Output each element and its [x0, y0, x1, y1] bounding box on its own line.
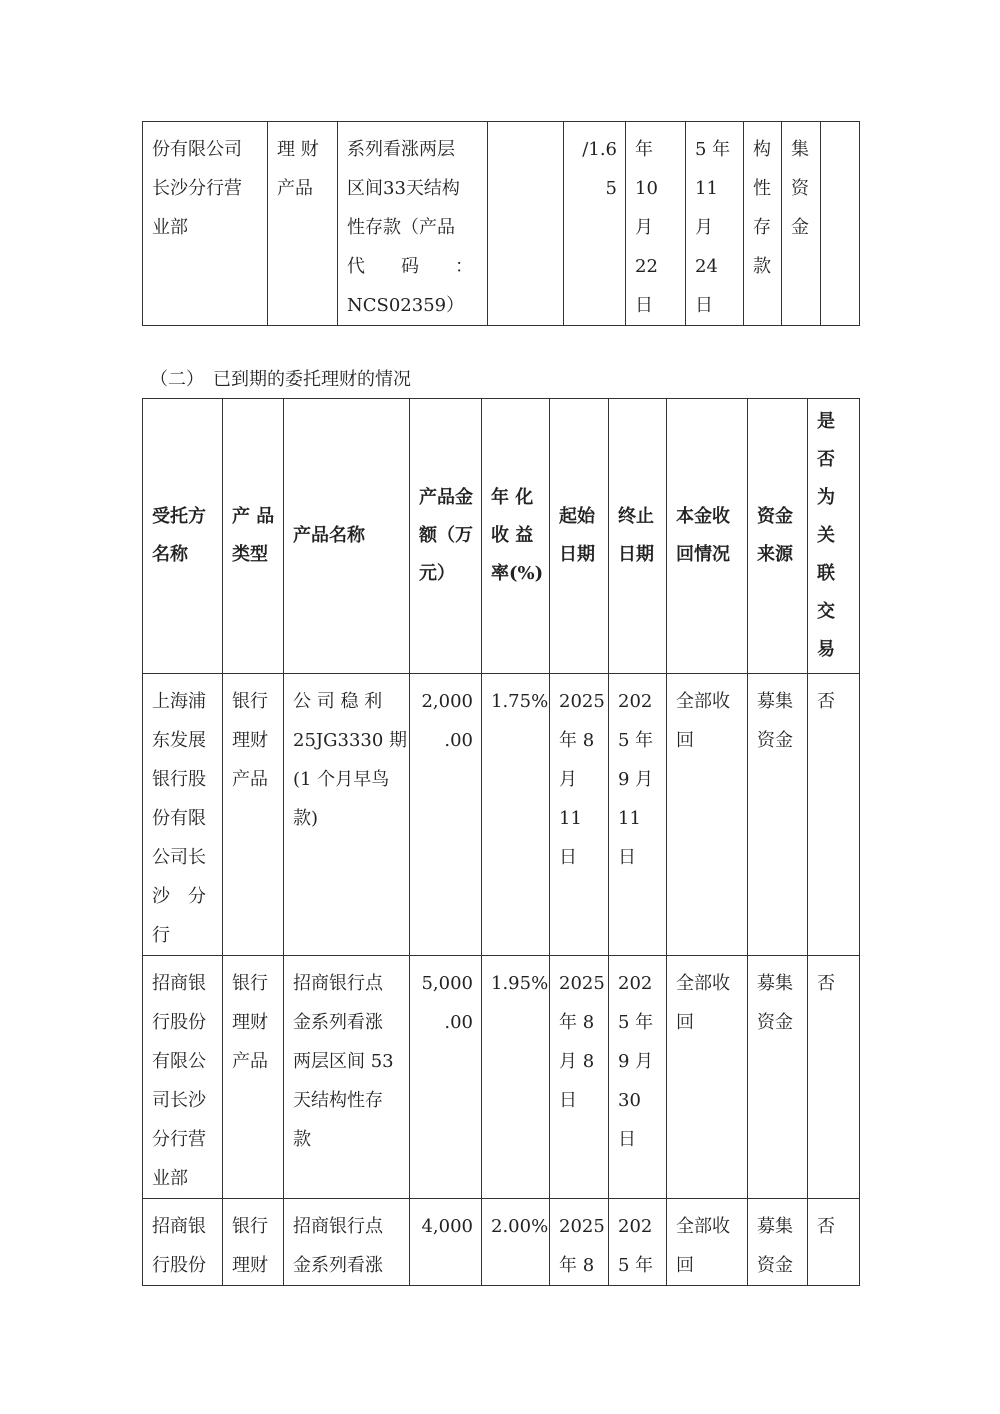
- cell-line: 5,000: [421, 973, 473, 994]
- kind-cell: [744, 122, 782, 326]
- cell-line: 否: [817, 1216, 835, 1237]
- ongoing-wealth-table: [142, 121, 860, 326]
- cell-line: 回: [676, 730, 694, 751]
- cell-line: 份有限: [152, 808, 206, 829]
- header-trustee: [143, 399, 223, 674]
- cell-line: 1.75%: [491, 691, 549, 712]
- cell-line: 来源: [757, 544, 793, 565]
- rate-cell: [482, 956, 550, 1199]
- cell-line: 金系列看涨: [293, 1012, 383, 1033]
- recovery-cell: [667, 1199, 748, 1286]
- source-cell: [748, 956, 808, 1199]
- cell-line: 5: [605, 178, 617, 199]
- cell-line: 日: [635, 295, 653, 316]
- cell-line: 金系列看涨: [293, 1255, 383, 1276]
- cell-line: 司长沙: [152, 1090, 206, 1111]
- cell-line: 资: [791, 178, 809, 199]
- cell-line: 日: [618, 1129, 636, 1150]
- cell-line: 日期: [559, 544, 595, 565]
- cell-line: 元）: [419, 563, 455, 584]
- product-name-cell: [338, 122, 488, 326]
- header-product-name: [284, 399, 410, 674]
- cell-line: 202: [618, 691, 653, 712]
- cell-line: 招商银行点: [293, 1216, 383, 1237]
- cell-line: 为: [817, 487, 835, 508]
- cell-line: 易: [817, 639, 835, 660]
- cell-line: 日: [618, 847, 636, 868]
- cell-line: 5 年: [618, 1012, 654, 1033]
- start-date-cell: [550, 1199, 609, 1286]
- cell-line: 行股份: [152, 1255, 206, 1276]
- rate-cell: [482, 674, 550, 956]
- cell-line: 202: [618, 1216, 653, 1237]
- cell-line: 年: [635, 139, 653, 160]
- cell-line: 产品金: [419, 487, 473, 508]
- cell-line: 份有限公司: [152, 139, 242, 160]
- table-row: [143, 674, 860, 956]
- amount-cell: [410, 1199, 482, 1286]
- cell-line: .00: [444, 730, 473, 751]
- cell-line: 月: [559, 769, 577, 790]
- cell-line: 年 8: [559, 1255, 595, 1276]
- cell-line: 日: [559, 847, 577, 868]
- cell-line: 2.00%: [491, 1216, 549, 1237]
- related-cell: [808, 674, 860, 956]
- cell-line: 关: [817, 525, 835, 546]
- cell-line: 资金: [757, 1012, 793, 1033]
- cell-line: 分行营: [152, 1129, 206, 1150]
- product-name-cell: [284, 956, 410, 1199]
- cell-line: 年 8: [559, 1012, 595, 1033]
- related-cell: [808, 1199, 860, 1286]
- cell-line: 日: [559, 1090, 577, 1111]
- cell-line: 名称: [152, 544, 188, 565]
- source-cell: [782, 122, 821, 326]
- cell-line: 月: [695, 217, 713, 238]
- cell-line: 22: [635, 256, 658, 277]
- recovery-cell: [667, 674, 748, 956]
- cell-line: NCS02359）: [347, 295, 465, 316]
- cell-line: 4,000: [421, 1216, 473, 1237]
- cell-line: 资金: [757, 730, 793, 751]
- cell-line: 收 益: [491, 525, 534, 546]
- cell-line: 理财: [232, 1012, 268, 1033]
- cell-line: 招商银行点: [293, 973, 383, 994]
- cell-line: 全部收: [676, 973, 730, 994]
- end-date-cell: [686, 122, 744, 326]
- cell-line: 性: [753, 178, 771, 199]
- cell-line: 年 化: [491, 487, 534, 508]
- section-title: （二） 已到期的委托理财的情况: [150, 369, 411, 390]
- cell-line: 5 年: [618, 1255, 654, 1276]
- cell-line: 交: [817, 601, 835, 622]
- cell-line: 额（万: [419, 525, 473, 546]
- trustee-cell: [143, 956, 223, 1199]
- header-related: [808, 399, 860, 674]
- cell-line: 全部收: [676, 1216, 730, 1237]
- cell-line: 款): [293, 808, 319, 829]
- cell-line: 否: [817, 691, 835, 712]
- cell-line: 2025: [559, 973, 605, 994]
- trustee-cell: [143, 122, 268, 326]
- cell-line: 11: [618, 808, 641, 829]
- cell-line: .00: [444, 1012, 473, 1033]
- cell-line: 业部: [152, 1168, 188, 1189]
- source-cell: [748, 674, 808, 956]
- table-row: [143, 956, 860, 1199]
- cell-line: 存: [753, 217, 771, 238]
- cell-line: 回情况: [676, 544, 730, 565]
- cell-line: 款: [753, 256, 771, 277]
- header-end-date: [609, 399, 667, 674]
- cell-line: 10: [635, 178, 658, 199]
- cell-line: 回: [676, 1255, 694, 1276]
- header-source: [748, 399, 808, 674]
- cell-line: 有限公: [152, 1051, 206, 1072]
- cell-line: 公司长: [152, 847, 206, 868]
- cell-line: 性存款（产品: [347, 217, 455, 238]
- cell-line: 年 8: [559, 730, 595, 751]
- cell-line: 日: [695, 295, 713, 316]
- cell-line: 金: [791, 217, 809, 238]
- cell-line: 业部: [152, 217, 188, 238]
- cell-line: 区间33天结构: [347, 178, 460, 199]
- related-cell: [821, 122, 860, 326]
- start-date-cell: [550, 956, 609, 1199]
- cell-line: 30: [618, 1090, 641, 1111]
- cell-line: 构: [753, 139, 771, 160]
- cell-line: 2025: [559, 691, 605, 712]
- amount-cell: [410, 674, 482, 956]
- cell-line: 银行: [232, 691, 268, 712]
- header-start-date: [550, 399, 609, 674]
- related-cell: [808, 956, 860, 1199]
- type-cell: [223, 956, 284, 1199]
- cell-line: 沙 分: [152, 886, 206, 907]
- cell-line: 产品: [232, 1051, 268, 1072]
- cell-line: 代 码 ：: [347, 256, 473, 277]
- cell-line: 全部收: [676, 691, 730, 712]
- type-cell: [223, 674, 284, 956]
- type-cell: [268, 122, 338, 326]
- trustee-cell: [143, 674, 223, 956]
- cell-line: 款: [293, 1129, 311, 1150]
- cell-line: 9 月: [618, 1051, 654, 1072]
- cell-line: (1 个月早鸟: [293, 769, 390, 790]
- cell-line: 否: [817, 973, 835, 994]
- cell-line: 产品: [277, 178, 313, 199]
- cell-line: 24: [695, 256, 718, 277]
- cell-line: 公 司 稳 利: [293, 691, 383, 712]
- product-name-cell: [284, 674, 410, 956]
- cell-line: 产品: [232, 769, 268, 790]
- cell-line: 理财: [232, 730, 268, 751]
- cell-line: 集: [791, 139, 809, 160]
- cell-line: 行: [152, 925, 170, 946]
- cell-line: 理财: [232, 1255, 268, 1276]
- cell-line: 银行: [232, 1216, 268, 1237]
- start-date-cell: [550, 674, 609, 956]
- end-date-cell: [609, 956, 667, 1199]
- cell-line: 率(%): [491, 563, 544, 584]
- end-date-cell: [609, 1199, 667, 1286]
- cell-line: 银行: [232, 973, 268, 994]
- cell-line: 银行股: [152, 769, 206, 790]
- cell-line: /1.6: [582, 139, 617, 160]
- cell-line: 募集: [757, 1216, 793, 1237]
- cell-line: 回: [676, 1012, 694, 1033]
- table-row: [143, 1199, 860, 1286]
- end-date-cell: [609, 674, 667, 956]
- cell-line: 上海浦: [152, 691, 206, 712]
- header-row: [143, 399, 860, 674]
- cell-line: 产品名称: [293, 525, 365, 546]
- source-cell: [748, 1199, 808, 1286]
- recovery-cell: [667, 956, 748, 1199]
- cell-line: 受托方: [152, 506, 206, 527]
- cell-line: 理 财: [277, 139, 319, 160]
- cell-line: 否: [817, 449, 835, 470]
- cell-line: 资金: [757, 1255, 793, 1276]
- cell-line: 系列看涨两层: [347, 139, 455, 160]
- cell-line: 招商银: [152, 1216, 206, 1237]
- table-row: [143, 122, 860, 326]
- amount-cell: [410, 956, 482, 1199]
- amount-cell: [488, 122, 564, 326]
- cell-line: 25JG3330 期: [293, 730, 408, 751]
- cell-line: 2025: [559, 1216, 605, 1237]
- header-amount: [410, 399, 482, 674]
- cell-line: 类型: [232, 544, 268, 565]
- cell-line: 5 年: [695, 139, 731, 160]
- cell-line: 11: [695, 178, 718, 199]
- cell-line: 天结构性存: [293, 1090, 383, 1111]
- cell-line: 资金: [757, 506, 793, 527]
- cell-line: 起始: [559, 506, 595, 527]
- cell-line: 11: [559, 808, 582, 829]
- header-type: [223, 399, 284, 674]
- trustee-cell: [143, 1199, 223, 1286]
- cell-line: 募集: [757, 973, 793, 994]
- header-recovery: [667, 399, 748, 674]
- cell-line: 东发展: [152, 730, 206, 751]
- expired-wealth-table: [142, 398, 860, 1286]
- cell-line: 招商银: [152, 973, 206, 994]
- product-name-cell: [284, 1199, 410, 1286]
- cell-line: 1.95%: [491, 973, 549, 994]
- cell-line: 两层区间 53: [293, 1051, 394, 1072]
- rate-cell: [482, 1199, 550, 1286]
- cell-line: 2,000: [421, 691, 473, 712]
- cell-line: 5 年: [618, 730, 654, 751]
- cell-line: 终止: [618, 506, 654, 527]
- cell-line: 是: [817, 411, 835, 432]
- cell-line: 产 品: [232, 506, 275, 527]
- cell-line: 9 月: [618, 769, 654, 790]
- cell-line: 202: [618, 973, 653, 994]
- header-rate: [482, 399, 550, 674]
- cell-line: 募集: [757, 691, 793, 712]
- rate-cell: [564, 122, 626, 326]
- start-date-cell: [626, 122, 686, 326]
- cell-line: 长沙分行营: [152, 178, 242, 199]
- cell-line: 月: [635, 217, 653, 238]
- cell-line: 本金收: [676, 506, 730, 527]
- type-cell: [223, 1199, 284, 1286]
- cell-line: 行股份: [152, 1012, 206, 1033]
- cell-line: 月 8: [559, 1051, 595, 1072]
- cell-line: 日期: [618, 544, 654, 565]
- cell-line: 联: [817, 563, 835, 584]
